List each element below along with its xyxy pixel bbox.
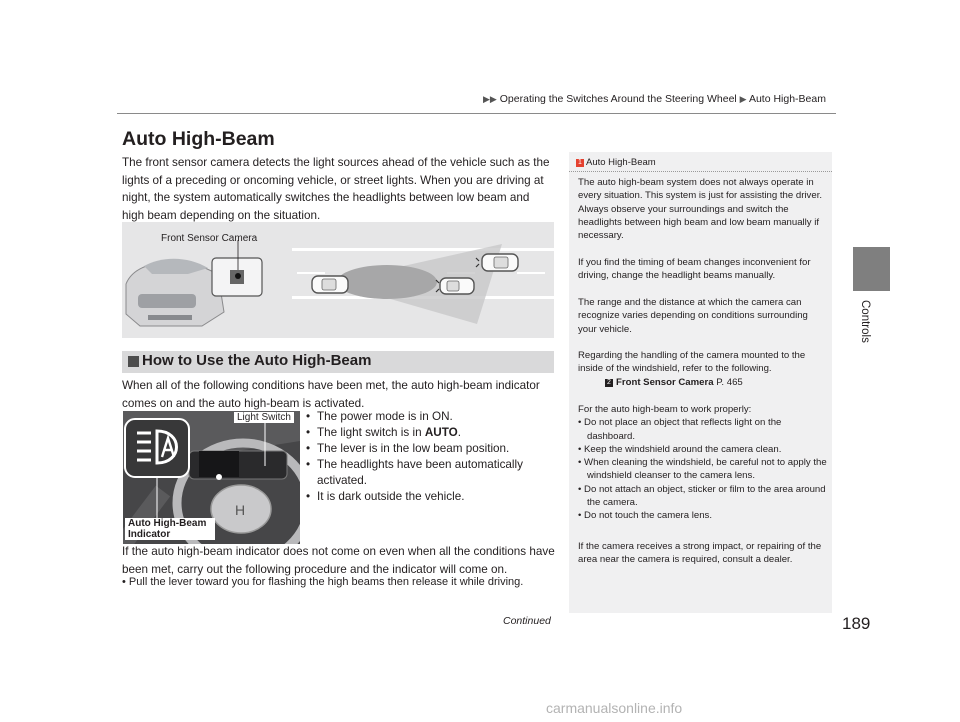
breadcrumb-section: Operating the Switches Around the Steering Wheel (499, 93, 737, 105)
note-reference: Regarding the handling of the camera mounted to the inside of the windshield, refer to the following. 2 Front Sensor Camera P. 465 (578, 349, 828, 389)
svg-text:H: H (235, 502, 246, 518)
header-divider (117, 113, 836, 114)
steering-wheel-figure (123, 411, 300, 544)
list-item: • The power mode is in ON. (306, 410, 453, 423)
breadcrumb-page: Auto High-Beam (748, 93, 826, 105)
note-paragraph: If you find the timing of beam changes inconvenient for driving, change the headlight beams manually. (578, 257, 811, 282)
list-item: • It is dark outside the vehicle. (306, 490, 465, 503)
page-title: Auto High-Beam (122, 128, 275, 150)
cross-reference-link[interactable]: 2 Front Sensor Camera P. 465 (578, 376, 828, 389)
auto-high-beam-indicator-callout: Auto High-Beam Indicator (125, 518, 215, 540)
list-item: • The light switch is in AUTO. (306, 426, 461, 439)
note-header: 1 Auto High-Beam (576, 157, 656, 168)
note-icon: 1 (576, 159, 584, 167)
breadcrumb-arrow-icon: ▶▶ (483, 94, 497, 104)
note-paragraph: If the camera receives a strong impact, or repairing of the area near the camera is required, consult a dealer. (578, 541, 822, 566)
section-title: How to Use the Auto High-Beam (142, 352, 372, 369)
list-item: • Keep the windshield around the camera clean. (578, 443, 782, 455)
pull-lever-step: • Pull the lever toward you for flashing the high beams then release it while driving. (122, 576, 524, 588)
front-sensor-camera-callout: Front Sensor Camera (161, 233, 258, 244)
list-item: • Do not touch the camera lens. (578, 510, 713, 522)
list-item: • The lever is in the low beam position. (306, 442, 510, 455)
reference-arrow-icon: 2 (605, 379, 613, 387)
list-item: • Do not attach an object, sticker or film to the area around the camera. (578, 483, 826, 509)
breadcrumb (483, 93, 826, 105)
chapter-tab (853, 296, 890, 376)
indicator-not-on-paragraph: If the auto high-beam indicator does not come on even when all the conditions have been met, carry out the following procedure and the indicator will come on. (122, 545, 555, 576)
intro-paragraph: The front sensor camera detects the light sources ahead of the vehicle such as the lights of a preceding or oncoming vehicle, or street lights. When you are driving at night, the system automatically switches the headlights between low beam and high beam depending on the situation. (122, 156, 550, 222)
sensor-camera-figure (122, 222, 554, 338)
note-paragraph: The auto high-beam system does not always operate in every situation. This system is just for assisting the driver. Always observe your surroundings and switch the headlights between high beam and low beam manually if necessary. (578, 177, 823, 242)
list-item: • The headlights have been automatically activated. (306, 458, 523, 487)
chapter-tab-marker (853, 247, 890, 291)
list-item: • Do not place an object that reflects light on the dashboard. (578, 417, 782, 442)
section-square-icon (128, 356, 139, 367)
auto-keyword: AUTO (424, 426, 458, 439)
chapter-tab-label: Controls (859, 300, 871, 343)
watermark: carmanualsonline.info (546, 700, 683, 716)
car-oncoming-icon (482, 254, 518, 271)
car-rear-icon (312, 276, 348, 293)
note-sidebar (569, 152, 832, 613)
conditions-intro: When all of the following conditions have been met, the auto high-beam indicator comes on and the auto high-beam is activated. (122, 379, 540, 410)
light-switch-callout: Light Switch (234, 412, 294, 423)
continued-label: Continued (503, 615, 551, 627)
list-item: • When cleaning the windshield, be careful not to apply the windshield cleanser to the camera lens. (578, 457, 827, 482)
page-number: 189 (842, 614, 871, 633)
breadcrumb-arrow-icon: ▶ (739, 94, 747, 104)
car-preceding-icon (440, 278, 474, 294)
note-paragraph: The range and the distance at which the camera can recognize varies depending on conditions surrounding your vehicle. (578, 297, 808, 335)
conditions-list (301, 409, 551, 505)
section-header (122, 351, 554, 373)
note-divider (569, 171, 832, 172)
note-tips: For the auto high-beam to work properly: • Do not place an object that reflects light on the dashboard. • Keep the windshield around the camera clean. • When cleaning the windshield, be careful not to apply the windshield cleanser to the camera lens. • Do not attach an object, sticker or film to the area around the camera. • Do not touch the camera lens. (578, 404, 827, 522)
